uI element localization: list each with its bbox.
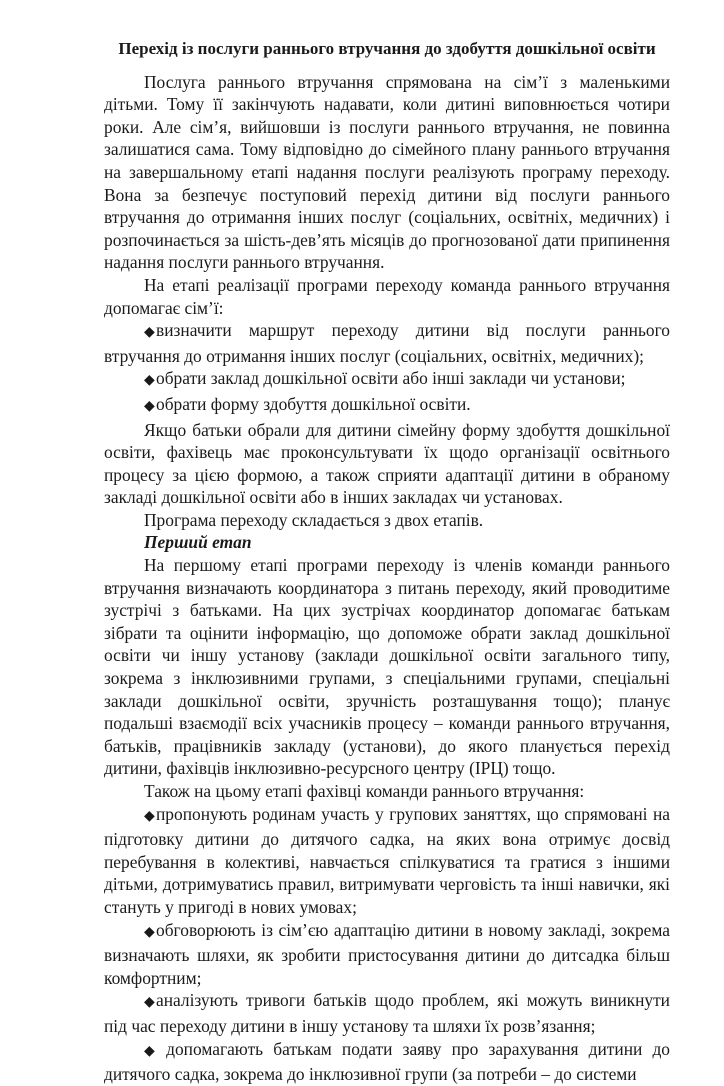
family-form-paragraph: Якщо батьки обрали для дитини сімейну форму здобуття дошкільної освіти, фахівець має проконсультувати їх щодо організації освітнього процесу за цією формою, а також сприяти адаптації дитини в обраному закладі дошкільної освіти або в інших закладах чи установах. [104,419,670,508]
list-item-text: аналізують тривоги батьків щодо проблем, які можуть виникнути під час переходу дитини в іншу установу та шляхи їх розв’язання; [104,990,670,1036]
black-diamond-icon: ◆ [144,325,155,341]
list-item [104,393,670,419]
first-stage-paragraph: На першому етапі програми переходу із членів команди раннього втручання визначають координатора з питань переходу, який проводитиме зустрічі з батьками. На цих зустрічах координатор допомагає батькам зібрати та оцінити інформацію, що допоможе обрати заклад дошкільної освіти чи іншу установу (заклади дошкільної освіти загального типу, зокрема з інклюзивними групами, з спеціальними групами, спеціальні заклади дошкільної освіти, зручність розташування тощо); планує подальші взаємодії всіх учасників процесу – команди раннього втручання, батьків, працівників закладу (установи), до якого планується перехід дитини, фахівців інклюзивно-ресурсного центру (ІРЦ) тощо. [104,555,670,779]
specialists-paragraph: Також на цьому етапі фахівці команди раннього втручання: [144,781,585,801]
list-item-text: обрати форму здобуття дошкільної освіти. [156,393,471,414]
list-item [104,367,670,393]
list-item [104,319,670,367]
list-item-text: обрати заклад дошкільної освіти або інші заклади чи установи; [156,368,626,389]
team-paragraph: На етапі реалізації програми переходу команда раннього втручання допомагає сім’ї: [104,274,670,318]
black-diamond-icon: ◆ [144,995,155,1011]
list-item [104,919,670,990]
list-item-text: обговорюють із сім’єю адаптацію дитини в новому закладі, зокрема визначають шляхи, як зробити пристосування дитини до дитсадка більш комфортним; [104,919,670,988]
list-item [104,1038,670,1086]
black-diamond-icon: ◆ [144,808,155,824]
black-diamond-icon: ◆ [144,398,155,414]
list-item-text: визначити маршрут переходу дитини від послуги раннього втручання до отримання інших послуг (соціальних, освітніх, медичних); [104,320,670,366]
list-item [104,989,670,1037]
intro-paragraph: Послуга раннього втручання спрямована на сім’ї з маленькими дітьми. Тому її закінчують надавати, коли дитині виповнюється чотири роки. Але сім’я, вийшовши із послуги раннього втручання, не повинна залишатися сама. Тому відповідно до сімейного плану раннього втручання на завершальному етапі надання послуги реалізують програму переходу. Вона за безпечує поступовий перехід дитини від послуги раннього втручання до отримання інших послуг (соціальних, освітніх, медичних) і розпочинається за шість-дев’ять місяців до прогнозованої дати припинення надання послуги раннього втручання. [104,71,670,273]
list-item [104,803,670,919]
document-page [104,38,670,1086]
list-item-text: пропонують родинам участь у групових заняттях, що спрямовані на підготовку дитини до дитячого садка, на яких вона отримує досвід перебування в колективі, навчається спілкуватися та гратися з іншими дітьми, дотримуватись правил, витримувати черговість та інші навички, які стануть у пригоді в нових умовах; [104,803,670,917]
black-diamond-icon: ◆ [144,373,155,389]
list-item-text: допомагають батькам подати заяву про зарахування дитини до дитячого садка, зокрема до інклюзивної групи (за потреби – до системи [104,1038,670,1085]
first-stage-heading: Перший етап [144,532,252,553]
black-diamond-icon: ◆ [144,1043,155,1059]
stages-paragraph: Програма переходу складається з двох етапів. [144,509,484,530]
black-diamond-icon: ◆ [144,924,155,940]
document-title: Перехід із послуги раннього втручання до здобуття дошкільної освіти [118,39,656,58]
